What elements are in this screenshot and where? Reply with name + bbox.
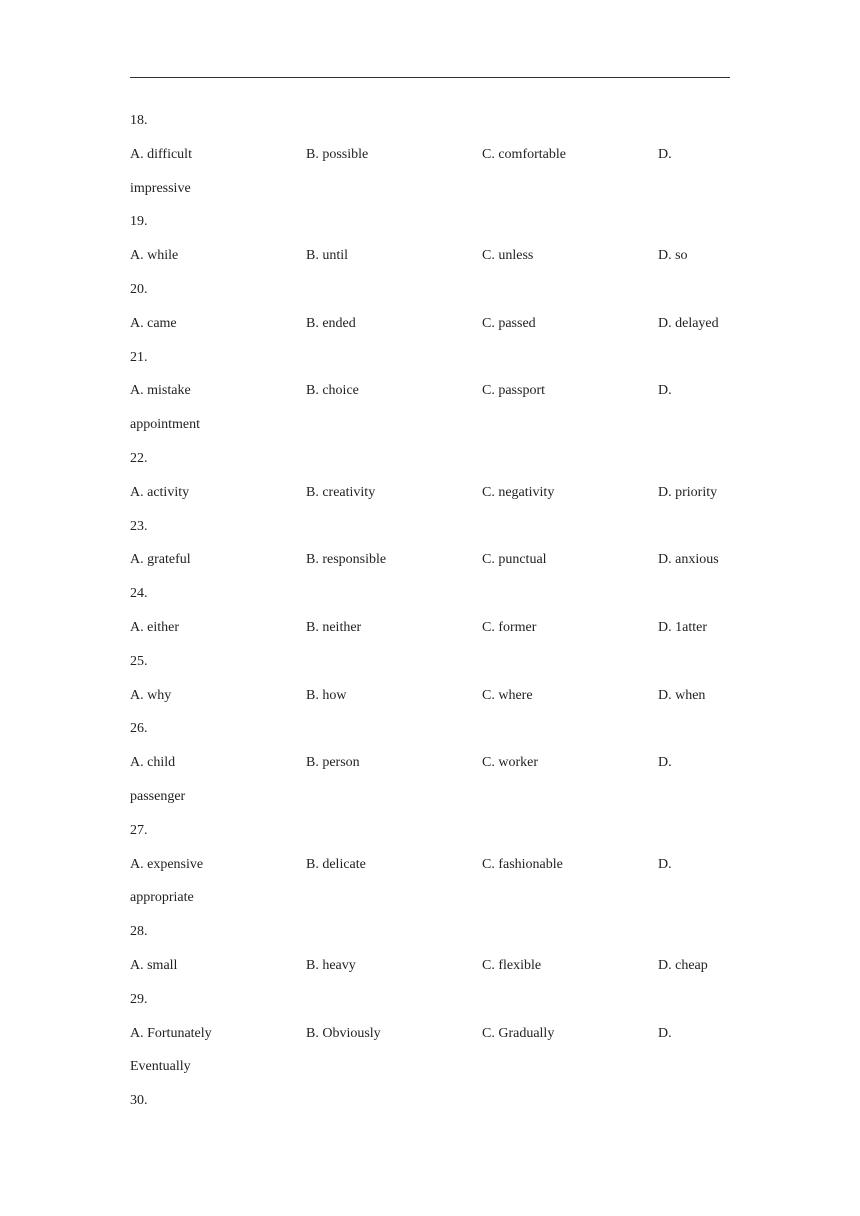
options-row (130, 956, 730, 976)
option-c: C. Gradually (482, 1025, 555, 1041)
option-c: C. worker (482, 755, 538, 771)
option-d: D. priority (658, 484, 718, 500)
options-row (130, 618, 730, 638)
option-c: C. former (482, 620, 537, 635)
option-d: D. (658, 755, 672, 771)
option-a: A. why (130, 687, 172, 703)
options-row (130, 753, 730, 773)
option-c: C. negativity (482, 484, 555, 500)
question-number: 22. (130, 451, 148, 466)
option-d-continuation: appointment (130, 417, 200, 433)
option-d: D. (658, 146, 672, 162)
options-row (130, 145, 730, 165)
option-b: B. choice (306, 383, 359, 399)
option-d: D. so (658, 248, 688, 264)
options-row (130, 855, 730, 875)
option-a: A. activity (130, 484, 190, 500)
option-d-continuation: passenger (130, 789, 186, 804)
option-c: C. comfortable (482, 146, 566, 162)
option-c: C. unless (482, 248, 534, 264)
question-number: 20. (130, 282, 148, 297)
option-b: B. until (306, 248, 349, 264)
option-b: B. person (306, 755, 360, 771)
option-d: D. delayed (658, 315, 719, 331)
option-a: A. Fortunately (130, 1025, 212, 1041)
options-row (130, 686, 730, 706)
option-b: B. responsible (306, 552, 387, 568)
option-d: D. (658, 1025, 672, 1041)
options-row (130, 483, 730, 503)
option-c: C. where (482, 687, 533, 703)
option-c: C. flexible (482, 958, 542, 973)
option-d: D. (658, 856, 672, 872)
question-number: 24. (130, 586, 148, 602)
option-b: B. possible (306, 146, 369, 162)
option-a: A. either (130, 620, 179, 635)
option-a: A. small (130, 958, 178, 973)
option-c: C. punctual (482, 552, 547, 568)
option-d: D. when (658, 687, 706, 703)
option-b: B. creativity (306, 484, 376, 500)
question-number: 18. (130, 113, 148, 128)
option-a: A. expensive (130, 856, 204, 872)
question-number: 21. (130, 349, 148, 365)
option-a: A. mistake (130, 383, 191, 399)
option-d: D. cheap (658, 958, 708, 973)
option-c: C. passport (482, 383, 545, 399)
option-c: C. passed (482, 315, 536, 331)
question-number: 23. (130, 518, 148, 534)
options-row (130, 550, 730, 570)
option-a: A. difficult (130, 146, 192, 162)
option-d: D. anxious (658, 552, 719, 568)
question-number: 28. (130, 924, 148, 940)
option-b: B. how (306, 687, 347, 703)
option-c: C. fashionable (482, 856, 563, 872)
question-number: 26. (130, 721, 148, 737)
option-b: B. Obviously (306, 1025, 381, 1041)
question-number: 25. (130, 653, 148, 669)
header-rule (130, 77, 730, 78)
option-b: B. heavy (306, 958, 356, 973)
option-d-continuation: appropriate (130, 890, 194, 906)
option-a: A. grateful (130, 552, 191, 568)
options-row (130, 381, 730, 401)
question-number: 19. (130, 214, 148, 230)
option-d: D. 1atter (658, 620, 707, 635)
option-a: A. while (130, 248, 179, 264)
option-d-continuation: impressive (130, 180, 191, 196)
question-number: 30. (130, 1093, 148, 1109)
option-b: B. neither (306, 620, 362, 635)
option-d-continuation: Eventually (130, 1059, 191, 1075)
question-number: 29. (130, 991, 148, 1007)
option-a: A. child (130, 755, 176, 771)
option-a: A. came (130, 315, 177, 331)
options-row (130, 246, 730, 266)
option-b: B. ended (306, 315, 356, 331)
options-row (130, 314, 730, 334)
option-d: D. (658, 383, 672, 399)
option-b: B. delicate (306, 856, 366, 872)
options-row (130, 1024, 730, 1044)
question-number: 27. (130, 822, 148, 838)
